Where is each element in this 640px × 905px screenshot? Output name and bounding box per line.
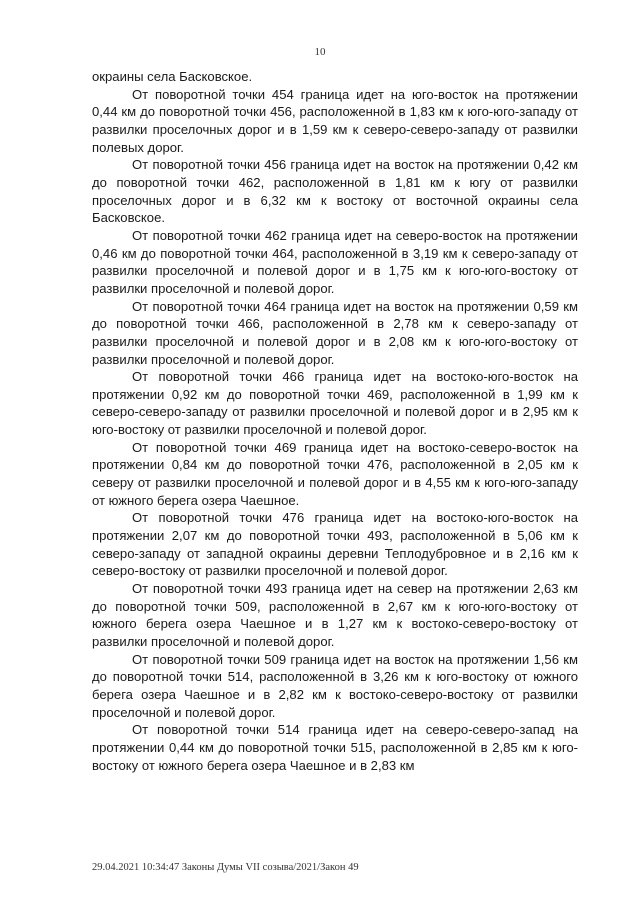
paragraph: От поворотной точки 476 граница идет на востоко-юго-восток на протяжении 2,07 км до поворотной точки 493, расположенной в 5,06 км к северо-западу от западной окраины деревни Теплодубровное и в 2,16 км к северо-востоку от развилки проселочной и полевой дорог. bbox=[92, 510, 578, 579]
document-footer: 29.04.2021 10:34:47 Законы Думы VII созыва/2021/Закон 49 bbox=[92, 862, 359, 873]
paragraph: От поворотной точки 462 граница идет на северо-восток на протяжении 0,46 км до поворотной точки 464, расположенной в 3,19 км к северо-западу от развилки проселочной и полевой дорог и в 1,75 км к юго-юго-востоку от развилки проселочной и полевой дорог. bbox=[92, 227, 578, 296]
paragraph: От поворотной точки 454 граница идет на юго-восток на протяжении 0,44 км до поворотной точки 456, расположенной в 1,83 км к юго-юго-западу от развилки проселочных дорог и в 1,59 км к северо-северо-западу от развилки полевых дорог. bbox=[92, 86, 578, 155]
page-number: 10 bbox=[314, 46, 326, 58]
edge-scan-mark bbox=[621, 620, 629, 880]
paragraph: От поворотной точки 466 граница идет на востоко-юго-восток на протяжении 0,92 км до поворотной точки 469, расположенной в 1,99 км к северо-северо-западу от развилки проселочной и полевой дорог и в 2,95 км к юго-востоку от развилки проселочной и полевой дорог. bbox=[92, 369, 578, 438]
paragraph: От поворотной точки 509 граница идет на восток на протяжении 1,56 км до поворотной точки 514, расположенной в 3,26 км к юго-востоку от южного берега озера Чаешное и в 2,82 км к востоко-северо-востоку от развилки проселочной и полевой дорог. bbox=[92, 651, 578, 720]
paragraph: От поворотной точки 493 граница идет на север на протяжении 2,63 км до поворотной точки 509, расположенной в 2,67 км к юго-юго-востоку от южного берега озера Чаешное и в 1,27 км к востоко-северо-востоку от развилки проселочной и полевой дорог. bbox=[92, 581, 578, 649]
paragraph: От поворотной точки 514 граница идет на северо-северо-запад на протяжении 0,44 км до поворотной точки 515, расположенной в 2,85 км к юго-востоку от южного берега озера Чаешное и в 2,83 км bbox=[92, 722, 578, 773]
paragraph: От поворотной точки 456 граница идет на восток на протяжении 0,42 км до поворотной точки 462, расположенной в 1,81 км к югу от развилки проселочных дорог и в 6,32 км к востоку от восточной окраины села Басковское. bbox=[92, 157, 578, 226]
document-body bbox=[92, 68, 578, 774]
paragraph: От поворотной точки 464 граница идет на восток на протяжении 0,59 км до поворотной точки 466, расположенной в 2,78 км к северо-западу от развилки проселочной и полевой дорог и в 2,08 км к юго-юго-востоку от развилки проселочной и полевой дорог. bbox=[92, 298, 578, 367]
paragraph: окраины села Басковское. bbox=[92, 69, 253, 84]
paragraph: От поворотной точки 469 граница идет на востоко-северо-восток на протяжении 0,84 км до поворотной точки 476, расположенной в 2,05 км к северу от развилки проселочной и полевой дорог и в 4,55 км к юго-юго-западу от южного берега озера Чаешное. bbox=[92, 439, 578, 508]
